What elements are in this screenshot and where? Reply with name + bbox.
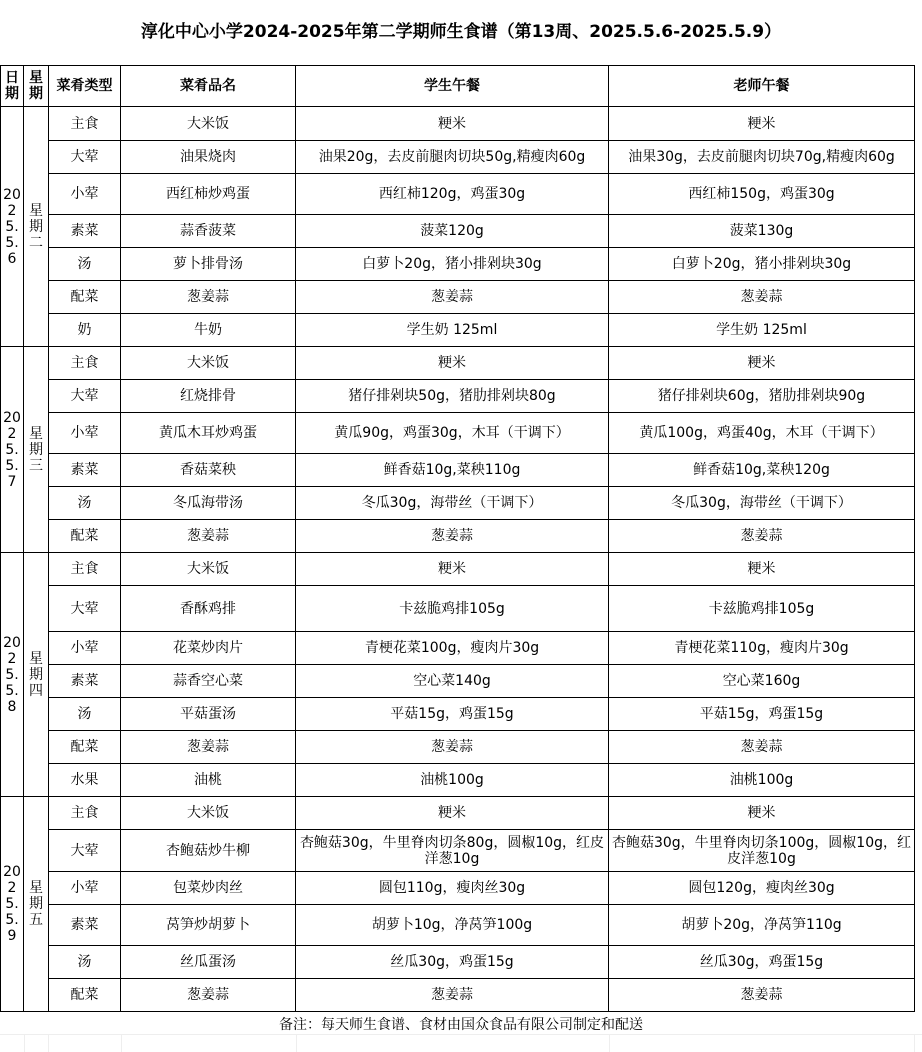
student-lunch: 葱姜蒜: [296, 520, 609, 553]
teacher-lunch: 杏鲍菇30g，牛里脊肉切条100g，圆椒10g，红皮洋葱10g: [609, 830, 915, 872]
dish-name: 葱姜蒜: [121, 979, 296, 1012]
teacher-lunch: 胡萝卜20g，净莴笋110g: [609, 905, 915, 946]
faint-grid: [0, 1034, 922, 1052]
header-teacher-lunch: 老师午餐: [609, 66, 915, 107]
table-row: [1, 872, 915, 905]
dish-type: 大荤: [49, 380, 121, 413]
student-lunch: 西红柿120g，鸡蛋30g: [296, 174, 609, 215]
menu-body: [1, 107, 915, 1012]
student-lunch: 鲜香菇10g,菜秧110g: [296, 454, 609, 487]
page-title: 淳化中心小学2024-2025年第二学期师生食谱（第13周、2025.5.6-2025.5.9）: [140, 22, 782, 42]
student-lunch: 胡萝卜10g，净莴笋100g: [296, 905, 609, 946]
dish-type: 主食: [49, 797, 121, 830]
table-row: [1, 413, 915, 454]
dish-name: 大米饭: [121, 347, 296, 380]
header-dish: 菜肴品名: [121, 66, 296, 107]
dish-name: 油果烧肉: [121, 141, 296, 174]
dish-type: 配菜: [49, 520, 121, 553]
dish-name: 杏鲍菇炒牛柳: [121, 830, 296, 872]
student-lunch: 葱姜蒜: [296, 281, 609, 314]
day-date: 2025.5.6: [1, 107, 24, 347]
teacher-lunch: 丝瓜30g，鸡蛋15g: [609, 946, 915, 979]
teacher-lunch: 葱姜蒜: [609, 281, 915, 314]
table-row: [1, 979, 915, 1012]
teacher-lunch: 粳米: [609, 797, 915, 830]
dish-type: 小荤: [49, 413, 121, 454]
table-row: [1, 347, 915, 380]
dish-type: 汤: [49, 248, 121, 281]
dish-name: 包菜炒肉丝: [121, 872, 296, 905]
teacher-lunch: 油果30g，去皮前腿肉切块70g,精瘦肉60g: [609, 141, 915, 174]
table-row: [1, 632, 915, 665]
teacher-lunch: 黄瓜100g，鸡蛋40g，木耳（干调下）: [609, 413, 915, 454]
dish-name: 蒜香空心菜: [121, 665, 296, 698]
dish-type: 素菜: [49, 454, 121, 487]
day-weekday: 星期二: [24, 107, 49, 347]
dish-name: 牛奶: [121, 314, 296, 347]
teacher-lunch: 粳米: [609, 107, 915, 141]
table-row: [1, 905, 915, 946]
dish-name: 葱姜蒜: [121, 281, 296, 314]
teacher-lunch: 学生奶 125ml: [609, 314, 915, 347]
footnote: 备注：每天师生食谱、食材由国众食品有限公司制定和配送: [279, 1017, 643, 1033]
day-date: 2025.5.8: [1, 553, 24, 797]
teacher-lunch: 青梗花菜110g，瘦肉片30g: [609, 632, 915, 665]
dish-type: 汤: [49, 487, 121, 520]
table-row: [1, 281, 915, 314]
dish-name: 大米饭: [121, 107, 296, 141]
dish-name: 冬瓜海带汤: [121, 487, 296, 520]
dish-type: 奶: [49, 314, 121, 347]
dish-type: 小荤: [49, 174, 121, 215]
dish-type: 主食: [49, 347, 121, 380]
table-row: [1, 665, 915, 698]
table-row: [1, 520, 915, 553]
teacher-lunch: 鲜香菇10g,菜秧120g: [609, 454, 915, 487]
dish-type: 大荤: [49, 141, 121, 174]
student-lunch: 菠菜120g: [296, 215, 609, 248]
dish-name: 花菜炒肉片: [121, 632, 296, 665]
header-row: [1, 66, 915, 107]
dish-name: 莴笋炒胡萝卜: [121, 905, 296, 946]
dish-name: 黄瓜木耳炒鸡蛋: [121, 413, 296, 454]
dish-name: 红烧排骨: [121, 380, 296, 413]
teacher-lunch: 葱姜蒜: [609, 520, 915, 553]
teacher-lunch: 白萝卜20g，猪小排剁块30g: [609, 248, 915, 281]
table-row: [1, 174, 915, 215]
dish-type: 小荤: [49, 632, 121, 665]
dish-type: 素菜: [49, 665, 121, 698]
table-row: [1, 314, 915, 347]
dish-type: 汤: [49, 946, 121, 979]
dish-type: 配菜: [49, 281, 121, 314]
student-lunch: 黄瓜90g，鸡蛋30g，木耳（干调下）: [296, 413, 609, 454]
table-row: [1, 946, 915, 979]
dish-type: 小荤: [49, 872, 121, 905]
dish-type: 主食: [49, 107, 121, 141]
teacher-lunch: 葱姜蒜: [609, 979, 915, 1012]
dish-type: 汤: [49, 698, 121, 731]
table-row: [1, 764, 915, 797]
student-lunch: 白萝卜20g，猪小排剁块30g: [296, 248, 609, 281]
dish-name: 丝瓜蛋汤: [121, 946, 296, 979]
table-row: [1, 731, 915, 764]
dish-name: 香菇菜秧: [121, 454, 296, 487]
dish-type: 大荤: [49, 586, 121, 632]
student-lunch: 平菇15g，鸡蛋15g: [296, 698, 609, 731]
dish-name: 葱姜蒜: [121, 731, 296, 764]
dish-name: 西红柿炒鸡蛋: [121, 174, 296, 215]
dish-name: 油桃: [121, 764, 296, 797]
header-date: 日期: [1, 66, 24, 107]
teacher-lunch: 猪仔排剁块60g，猪肋排剁块90g: [609, 380, 915, 413]
student-lunch: 学生奶 125ml: [296, 314, 609, 347]
teacher-lunch: 空心菜160g: [609, 665, 915, 698]
table-row: [1, 215, 915, 248]
teacher-lunch: 粳米: [609, 347, 915, 380]
dish-name: 大米饭: [121, 553, 296, 586]
table-row: [1, 141, 915, 174]
table-row: [1, 586, 915, 632]
dish-type: 配菜: [49, 979, 121, 1012]
student-lunch: 丝瓜30g，鸡蛋15g: [296, 946, 609, 979]
dish-name: 大米饭: [121, 797, 296, 830]
day-weekday: 星期三: [24, 347, 49, 553]
teacher-lunch: 粳米: [609, 553, 915, 586]
header-week: 星期: [24, 66, 49, 107]
menu-table: [0, 65, 915, 1012]
student-lunch: 粳米: [296, 553, 609, 586]
table-row: [1, 797, 915, 830]
header-type: 菜肴类型: [49, 66, 121, 107]
teacher-lunch: 油桃100g: [609, 764, 915, 797]
teacher-lunch: 卡兹脆鸡排105g: [609, 586, 915, 632]
table-row: [1, 380, 915, 413]
table-row: [1, 830, 915, 872]
student-lunch: 油桃100g: [296, 764, 609, 797]
teacher-lunch: 圆包120g，瘦肉丝30g: [609, 872, 915, 905]
student-lunch: 葱姜蒜: [296, 979, 609, 1012]
student-lunch: 猪仔排剁块50g，猪肋排剁块80g: [296, 380, 609, 413]
dish-type: 水果: [49, 764, 121, 797]
day-date: 2025.5.7: [1, 347, 24, 553]
dish-name: 葱姜蒜: [121, 520, 296, 553]
student-lunch: 杏鲍菇30g，牛里脊肉切条80g，圆椒10g，红皮洋葱10g: [296, 830, 609, 872]
dish-name: 平菇蛋汤: [121, 698, 296, 731]
student-lunch: 粳米: [296, 107, 609, 141]
student-lunch: 圆包110g，瘦肉丝30g: [296, 872, 609, 905]
dish-type: 大荤: [49, 830, 121, 872]
header-student-lunch: 学生午餐: [296, 66, 609, 107]
student-lunch: 粳米: [296, 797, 609, 830]
table-row: [1, 487, 915, 520]
day-date: 2025.5.9: [1, 797, 24, 1012]
table-row: [1, 107, 915, 141]
dish-type: 素菜: [49, 215, 121, 248]
table-row: [1, 454, 915, 487]
dish-name: 萝卜排骨汤: [121, 248, 296, 281]
student-lunch: 青梗花菜100g，瘦肉片30g: [296, 632, 609, 665]
teacher-lunch: 平菇15g，鸡蛋15g: [609, 698, 915, 731]
day-weekday: 星期四: [24, 553, 49, 797]
student-lunch: 葱姜蒜: [296, 731, 609, 764]
dish-type: 素菜: [49, 905, 121, 946]
table-row: [1, 698, 915, 731]
dish-name: 蒜香菠菜: [121, 215, 296, 248]
teacher-lunch: 西红柿150g，鸡蛋30g: [609, 174, 915, 215]
table-row: [1, 553, 915, 586]
dish-type: 配菜: [49, 731, 121, 764]
dish-name: 香酥鸡排: [121, 586, 296, 632]
day-weekday: 星期五: [24, 797, 49, 1012]
teacher-lunch: 菠菜130g: [609, 215, 915, 248]
student-lunch: 油果20g，去皮前腿肉切块50g,精瘦肉60g: [296, 141, 609, 174]
student-lunch: 空心菜140g: [296, 665, 609, 698]
student-lunch: 粳米: [296, 347, 609, 380]
dish-type: 主食: [49, 553, 121, 586]
student-lunch: 卡兹脆鸡排105g: [296, 586, 609, 632]
teacher-lunch: 葱姜蒜: [609, 731, 915, 764]
student-lunch: 冬瓜30g，海带丝（干调下）: [296, 487, 609, 520]
table-row: [1, 248, 915, 281]
teacher-lunch: 冬瓜30g，海带丝（干调下）: [609, 487, 915, 520]
